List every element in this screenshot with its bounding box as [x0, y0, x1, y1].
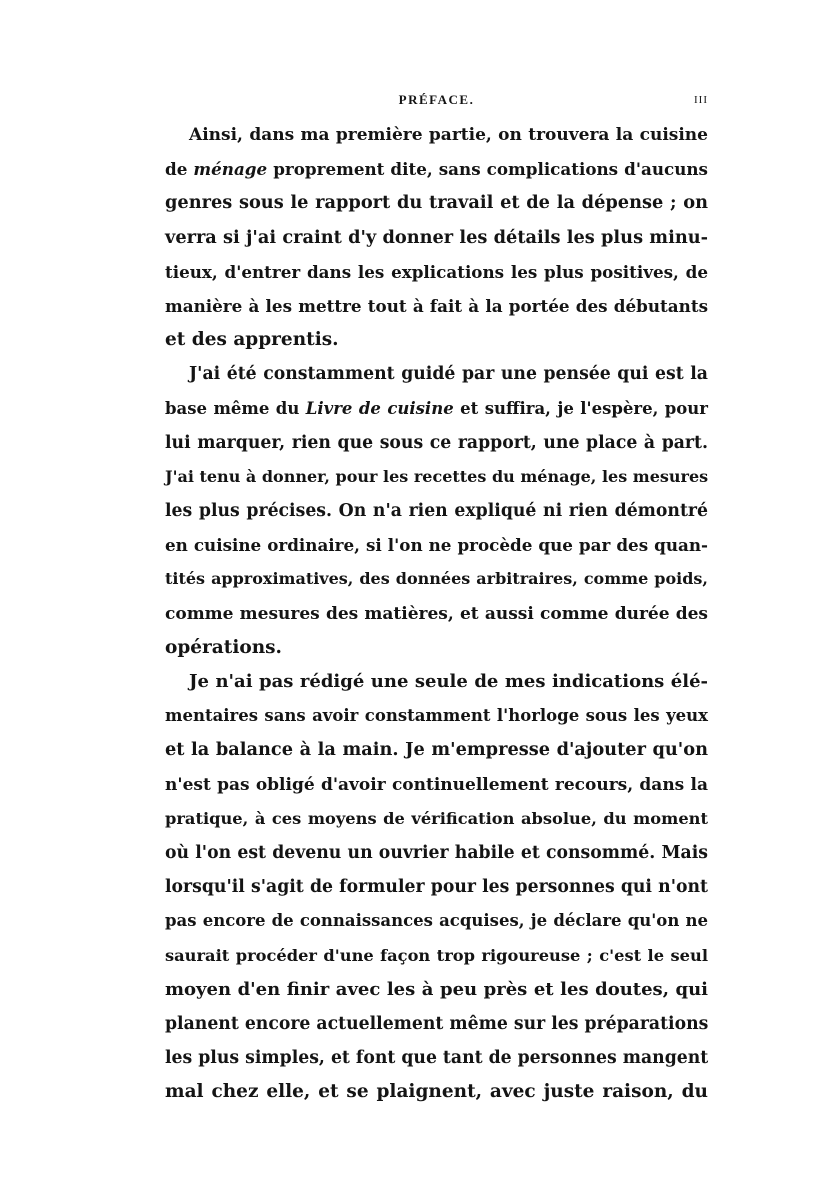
- text-line: tités approximatives, des données arbitraires, comme poids,: [165, 569, 708, 589]
- text-line: comme mesures des matières, et aussi comme durée des: [165, 603, 708, 624]
- text-line: et la balance à la main. Je m'empresse d'ajouter qu'on: [165, 739, 708, 761]
- text-line: J'ai été constamment guidé par une pensée qui est la: [189, 364, 708, 385]
- text-fragment: et suffira, je l'espère, pour: [453, 398, 708, 418]
- text-line: saurait procéder d'une façon trop rigoureuse ; c'est le seul: [165, 945, 708, 965]
- text-line: Ainsi, dans ma première partie, on trouvera la cuisine: [189, 125, 708, 145]
- running-title: PRÉFACE.: [398, 92, 475, 107]
- text-line: mentaires sans avoir constamment l'horloge sous les yeux: [165, 706, 708, 726]
- text-line: [165, 392, 708, 426]
- text-line: en cuisine ordinaire, si l'on ne procède que par des quan-: [165, 535, 708, 556]
- italic-term: ménage: [193, 159, 268, 180]
- text-line: moyen d'en finir avec les à peu près et les doutes, qui: [165, 978, 708, 1000]
- text-fragment: base même du: [165, 398, 306, 418]
- text-line: et des apprentis.: [165, 329, 339, 351]
- text-fragment: de: [165, 159, 194, 180]
- text-line: planent encore actuellement même sur les préparations: [165, 1013, 709, 1034]
- text-line: opérations.: [165, 636, 282, 658]
- text-line: lui marquer, rien que sous ce rapport, une place à part.: [165, 432, 708, 453]
- text-line: manière à les mettre tout à fait à la portée des débutants: [165, 295, 708, 316]
- text-line: Je n'ai pas rédigé une seule de mes indications élé-: [189, 671, 708, 692]
- italic-title: Livre de cuisine: [305, 398, 454, 418]
- body-text: [165, 118, 708, 1109]
- text-line: les plus simples, et font que tant de personnes mangent: [165, 1048, 709, 1069]
- text-line: pas encore de connaissances acquises, je déclare qu'on ne: [165, 911, 708, 931]
- page-number: III: [694, 94, 708, 106]
- text-line: où l'on est devenu un ouvrier habile et consommé. Mais: [165, 842, 708, 863]
- text-line: J'ai tenu à donner, pour les recettes du ménage, les mesures: [165, 466, 709, 486]
- text-line: n'est pas obligé d'avoir continuellement recours, dans la: [165, 774, 708, 795]
- text-line: pratique, à ces moyens de vérification absolue, du moment: [165, 808, 708, 828]
- text-line: [165, 152, 708, 186]
- text-line: tieux, d'entrer dans les explications les plus positives, de: [165, 261, 708, 282]
- text-line: verra si j'ai craint d'y donner les détails les plus minu-: [165, 226, 708, 248]
- text-line: lorsqu'il s'agit de formuler pour les personnes qui n'ont: [165, 877, 708, 898]
- text-fragment: proprement dite, sans complications d'aucuns: [273, 159, 708, 180]
- text-line: les plus précises. On n'a rien expliqué ni rien démontré: [165, 501, 708, 522]
- text-line: mal chez elle, et se plaignent, avec juste raison, du: [165, 1081, 708, 1103]
- text-line: genres sous le rapport du travail et de la dépense ; on: [165, 192, 708, 214]
- page-header: [165, 92, 708, 112]
